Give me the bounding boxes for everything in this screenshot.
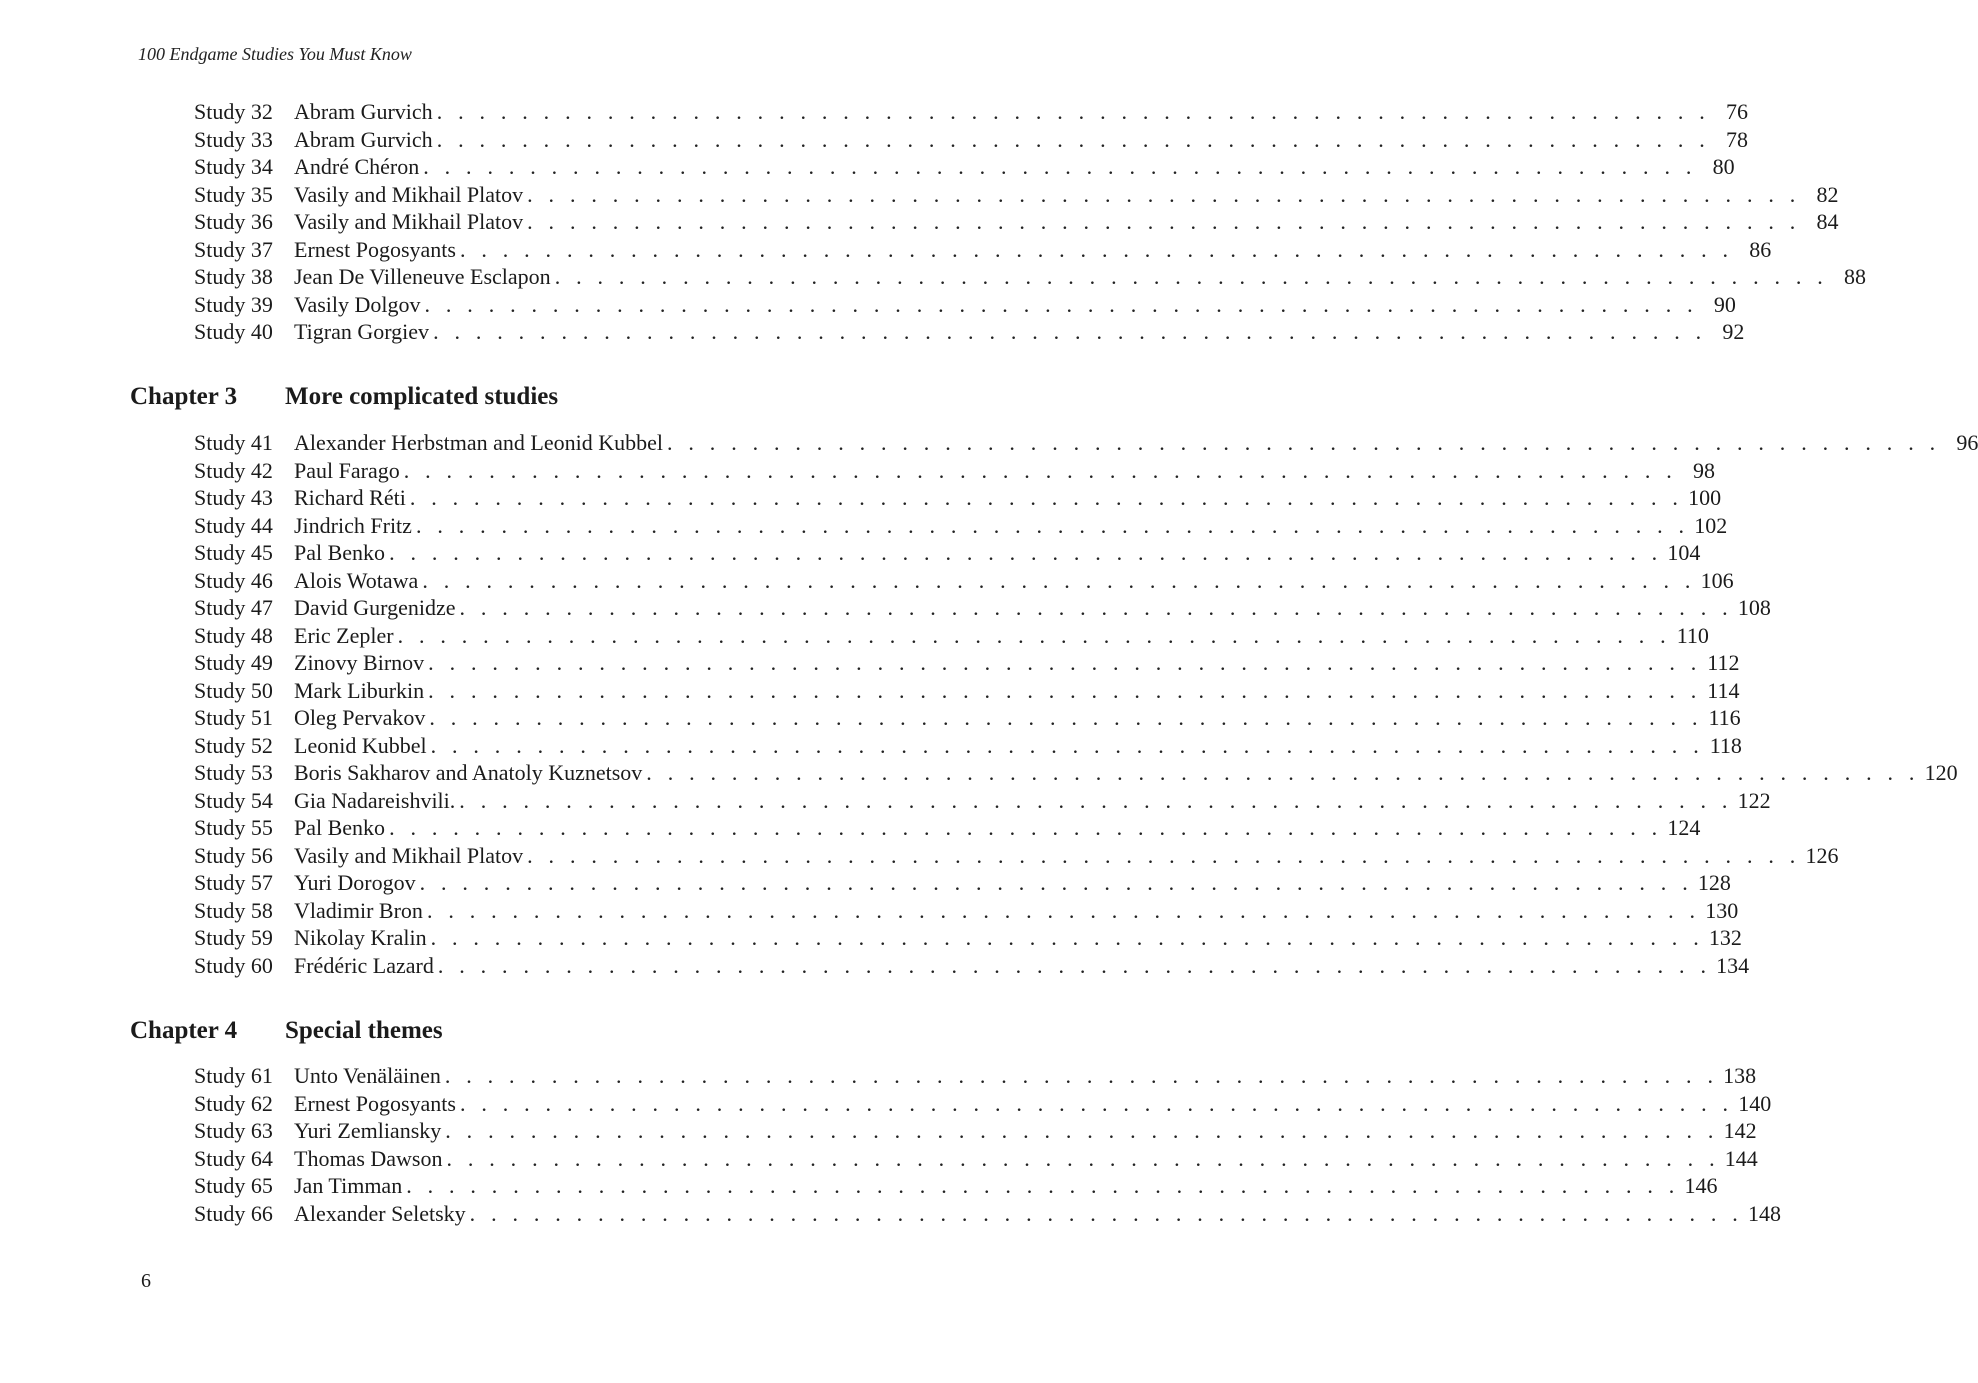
entry-body bbox=[294, 842, 1839, 870]
page-ref: 102 bbox=[1694, 512, 1728, 538]
entry-body bbox=[294, 539, 1701, 567]
page-number: 6 bbox=[141, 1270, 151, 1292]
study-author: Alexander Seletsky bbox=[294, 1200, 466, 1226]
toc-entry bbox=[0, 318, 1745, 346]
study-number: Study 46 bbox=[194, 567, 273, 593]
study-author: André Chéron bbox=[294, 154, 420, 179]
toc-entry bbox=[0, 787, 1771, 815]
page-ref: 78 bbox=[1726, 126, 1748, 152]
page-ref: 142 bbox=[1723, 1118, 1757, 1143]
toc-entry bbox=[0, 677, 1740, 705]
toc-entry bbox=[0, 181, 1839, 209]
toc-entry bbox=[0, 567, 1734, 595]
study-author: Jan Timman bbox=[294, 1173, 403, 1198]
chapter-title: Special themes bbox=[285, 1017, 443, 1044]
study-number: Study 53 bbox=[194, 760, 273, 785]
dot-leader: . . . . . . . . . . . . . . . . . . . . . . . . . . . . . . . . . . . . . . . . . . . . . . . . . . . . . . . . . . . . bbox=[437, 952, 1712, 978]
page-ref: 82 bbox=[1816, 181, 1839, 207]
entry-body bbox=[294, 98, 1748, 126]
study-number: Study 40 bbox=[194, 319, 273, 344]
dot-leader: . . . . . . . . . . . . . . . . . . . . . . . . . . . . . . . . . . . . . . . . . . . . . . . . . . . . . . . . . . . . bbox=[446, 1145, 1720, 1171]
entry-body bbox=[294, 457, 1716, 485]
study-number: Study 38 bbox=[194, 264, 273, 289]
entry-body bbox=[294, 649, 1740, 677]
study-number: Study 52 bbox=[194, 732, 273, 758]
dot-leader: . . . . . . . . . . . . . . . . . . . . . . . . . . . . . . . . . . . . . . . . . . . . . . . . . . . . . . . . . . . . bbox=[409, 485, 1684, 510]
toc-entry bbox=[0, 842, 1839, 870]
study-author: Ernest Pogosyants bbox=[294, 236, 456, 262]
toc-group-chapter-3 bbox=[0, 429, 1978, 979]
entry-body bbox=[294, 153, 1735, 181]
study-author: Thomas Dawson bbox=[294, 1145, 443, 1171]
dot-leader: . . . . . . . . . . . . . . . . . . . . . . . . . . . . . . . . . . . . . . . . . . . . . . . . . . . . . . . . . . . . bbox=[422, 567, 1696, 593]
study-number: Study 47 bbox=[194, 595, 273, 620]
page-ref: 124 bbox=[1667, 815, 1701, 840]
page-ref: 96 bbox=[1956, 430, 1978, 455]
chapter-number: Chapter 4 bbox=[130, 1017, 238, 1044]
toc-entry bbox=[0, 457, 1716, 485]
dot-leader: . . . . . . . . . . . . . . . . . . . . . . . . . . . . . . . . . . . . . . . . . . . . . . . . . . . . . . . . . . . . bbox=[646, 760, 1920, 785]
dot-leader: . . . . . . . . . . . . . . . . . . . . . . . . . . . . . . . . . . . . . . . . . . . . . . . . . . . . . . . . . . . . bbox=[527, 209, 1801, 234]
study-author: Vasily and Mikhail Platov bbox=[294, 181, 524, 207]
study-number: Study 41 bbox=[194, 430, 273, 455]
study-number: Study 65 bbox=[194, 1173, 273, 1198]
toc-entry bbox=[0, 291, 1736, 319]
study-number: Study 57 bbox=[194, 870, 273, 895]
study-number: Study 62 bbox=[194, 1090, 273, 1116]
entry-body bbox=[294, 1090, 1772, 1118]
toc-entry bbox=[0, 126, 1748, 154]
entry-body bbox=[294, 1062, 1757, 1090]
entry-body bbox=[294, 484, 1722, 512]
study-number: Study 37 bbox=[194, 236, 273, 262]
entry-body bbox=[294, 732, 1742, 760]
page-ref: 86 bbox=[1749, 236, 1772, 262]
page-ref: 106 bbox=[1700, 567, 1734, 593]
dot-leader: . . . . . . . . . . . . . . . . . . . . . . . . . . . . . . . . . . . . . . . . . . . . . . . . . . . . . . . . . . . . bbox=[397, 622, 1671, 648]
dot-leader: . . . . . . . . . . . . . . . . . . . . . . . . . . . . . . . . . . . . . . . . . . . . . . . . . . . . . . . . . . . . bbox=[428, 650, 1702, 675]
study-author: Leonid Kubbel bbox=[294, 732, 427, 758]
study-author: Vasily and Mikhail Platov bbox=[294, 842, 524, 868]
study-author: Paul Farago bbox=[294, 457, 400, 483]
page-ref: 118 bbox=[1709, 732, 1742, 758]
toc-entry bbox=[0, 1200, 1781, 1228]
toc-entry bbox=[0, 236, 1772, 264]
page-ref: 76 bbox=[1726, 99, 1748, 124]
study-author: Vasily and Mikhail Platov bbox=[294, 209, 524, 234]
chapter-number: Chapter 3 bbox=[130, 383, 238, 410]
toc-entry bbox=[0, 1172, 1718, 1200]
toc-entry bbox=[0, 594, 1771, 622]
page-ref: 84 bbox=[1816, 209, 1839, 234]
dot-leader: . . . . . . . . . . . . . . . . . . . . . . . . . . . . . . . . . . . . . . . . . . . . . . . . . . . . . . . . . . . . bbox=[406, 1173, 1680, 1198]
entry-body bbox=[294, 677, 1740, 705]
entry-body bbox=[294, 1145, 1758, 1173]
page-ref: 98 bbox=[1693, 457, 1716, 483]
entry-body bbox=[294, 126, 1748, 154]
dot-leader: . . . . . . . . . . . . . . . . . . . . . . . . . . . . . . . . . . . . . . . . . . . . . . . . . . . . . . . . . . . . bbox=[445, 1118, 1719, 1143]
page-ref: 146 bbox=[1684, 1173, 1718, 1198]
study-number: Study 59 bbox=[194, 925, 273, 950]
page-ref: 122 bbox=[1737, 787, 1771, 813]
dot-leader: . . . . . . . . . . . . . . . . . . . . . . . . . . . . . . . . . . . . . . . . . . . . . . . . . . . . . . . . . . . . bbox=[527, 181, 1801, 207]
study-author: Oleg Pervakov bbox=[294, 705, 426, 730]
study-author: Yuri Dorogov bbox=[294, 870, 416, 895]
page-ref: 130 bbox=[1705, 897, 1739, 923]
dot-leader: . . . . . . . . . . . . . . . . . . . . . . . . . . . . . . . . . . . . . . . . . . . . . . . . . . . . . . . . . . . . bbox=[433, 319, 1707, 344]
dot-leader: . . . . . . . . . . . . . . . . . . . . . . . . . . . . . . . . . . . . . . . . . . . . . . . . . . . . . . . . . . . . bbox=[667, 430, 1941, 455]
study-number: Study 44 bbox=[194, 512, 273, 538]
entry-body bbox=[294, 814, 1701, 842]
entry-body bbox=[294, 181, 1839, 209]
toc-group-chapter-2-continued bbox=[0, 98, 1866, 346]
toc-entry bbox=[0, 759, 1958, 787]
dot-leader: . . . . . . . . . . . . . . . . . . . . . . . . . . . . . . . . . . . . . . . . . . . . . . . . . . . . . . . . . . . . bbox=[426, 897, 1701, 923]
dot-leader: . . . . . . . . . . . . . . . . . . . . . . . . . . . . . . . . . . . . . . . . . . . . . . . . . . . . . . . . . . . . bbox=[444, 1063, 1719, 1088]
study-number: Study 56 bbox=[194, 842, 273, 868]
study-number: Study 50 bbox=[194, 677, 273, 703]
page-ref: 88 bbox=[1844, 264, 1866, 289]
toc-entry bbox=[0, 732, 1742, 760]
page-ref: 132 bbox=[1708, 925, 1742, 950]
study-number: Study 43 bbox=[194, 485, 273, 510]
study-author: Eric Zepler bbox=[294, 622, 394, 648]
toc-entry bbox=[0, 704, 1741, 732]
dot-leader: . . . . . . . . . . . . . . . . . . . . . . . . . . . . . . . . . . . . . . . . . . . . . . . . . . . . . . . . . . . . bbox=[554, 264, 1828, 289]
dot-leader: . . . . . . . . . . . . . . . . . . . . . . . . . . . . . . . . . . . . . . . . . . . . . . . . . . . . . . . . . . . . bbox=[459, 595, 1733, 620]
entry-body bbox=[294, 429, 1978, 457]
study-author: David Gurgenidze bbox=[294, 595, 456, 620]
study-number: Study 61 bbox=[194, 1063, 273, 1088]
dot-leader: . . . . . . . . . . . . . . . . . . . . . . . . . . . . . . . . . . . . . . . . . . . . . . . . . . . . . . . . . . . . bbox=[436, 99, 1710, 124]
dot-leader: . . . . . . . . . . . . . . . . . . . . . . . . . . . . . . . . . . . . . . . . . . . . . . . . . . . . . . . . . . . . bbox=[423, 154, 1697, 179]
study-number: Study 36 bbox=[194, 209, 273, 234]
toc-entry bbox=[0, 539, 1701, 567]
page-ref: 134 bbox=[1716, 952, 1750, 978]
page-ref: 110 bbox=[1676, 622, 1709, 648]
study-author: Gia Nadareishvili. bbox=[294, 787, 456, 813]
study-author: Vasily Dolgov bbox=[294, 291, 421, 317]
dot-leader: . . . . . . . . . . . . . . . . . . . . . . . . . . . . . . . . . . . . . . . . . . . . . . . . . . . . . . . . . . . . bbox=[459, 1090, 1734, 1116]
toc-entry bbox=[0, 897, 1739, 925]
study-number: Study 35 bbox=[194, 181, 273, 207]
study-author: Pal Benko bbox=[294, 540, 386, 565]
study-number: Study 42 bbox=[194, 457, 273, 483]
toc-entry bbox=[0, 98, 1748, 126]
entry-body bbox=[294, 759, 1958, 787]
entry-body bbox=[294, 318, 1745, 346]
entry-body bbox=[294, 512, 1728, 540]
page-ref: 144 bbox=[1724, 1145, 1758, 1171]
entry-body bbox=[294, 1117, 1757, 1145]
dot-leader: . . . . . . . . . . . . . . . . . . . . . . . . . . . . . . . . . . . . . . . . . . . . . . . . . . . . . . . . . . . . bbox=[527, 842, 1801, 868]
study-author: Alois Wotawa bbox=[294, 567, 419, 593]
entry-body bbox=[294, 1200, 1781, 1228]
page-ref: 138 bbox=[1723, 1063, 1757, 1088]
page-ref: 112 bbox=[1707, 650, 1740, 675]
entry-body bbox=[294, 897, 1739, 925]
page-ref: 90 bbox=[1713, 291, 1736, 317]
entry-body bbox=[294, 263, 1866, 291]
study-number: Study 58 bbox=[194, 897, 273, 923]
study-number: Study 49 bbox=[194, 650, 273, 675]
toc-entry bbox=[0, 512, 1728, 540]
study-author: Pal Benko bbox=[294, 815, 386, 840]
study-author: Mark Liburkin bbox=[294, 677, 425, 703]
chapter-title: More complicated studies bbox=[285, 383, 559, 410]
page-ref: 100 bbox=[1688, 485, 1722, 510]
entry-body bbox=[294, 704, 1741, 732]
study-number: Study 45 bbox=[194, 540, 273, 565]
dot-leader: . . . . . . . . . . . . . . . . . . . . . . . . . . . . . . . . . . . . . . . . . . . . . . . . . . . . . . . . . . . . bbox=[429, 705, 1703, 730]
toc-entry bbox=[0, 484, 1722, 512]
dot-leader: . . . . . . . . . . . . . . . . . . . . . . . . . . . . . . . . . . . . . . . . . . . . . . . . . . . . . . . . . . . . bbox=[428, 677, 1702, 703]
study-number: Study 66 bbox=[194, 1200, 273, 1226]
toc-entry bbox=[0, 622, 1709, 650]
page-ref: 80 bbox=[1712, 154, 1735, 179]
page-ref: 104 bbox=[1667, 540, 1701, 565]
study-author: Tigran Gorgiev bbox=[294, 319, 430, 344]
study-author: Richard Réti bbox=[294, 485, 406, 510]
page-ref: 126 bbox=[1805, 842, 1839, 868]
study-author: Ernest Pogosyants bbox=[294, 1090, 456, 1116]
study-number: Study 60 bbox=[194, 952, 273, 978]
study-author: Alexander Herbstman and Leonid Kubbel bbox=[294, 430, 663, 455]
dot-leader: . . . . . . . . . . . . . . . . . . . . . . . . . . . . . . . . . . . . . . . . . . . . . . . . . . . . . . . . . . . . bbox=[403, 457, 1678, 483]
study-author: Jindrich Fritz bbox=[294, 512, 412, 538]
study-number: Study 48 bbox=[194, 622, 273, 648]
dot-leader: . . . . . . . . . . . . . . . . . . . . . . . . . . . . . . . . . . . . . . . . . . . . . . . . . . . . . . . . . . . . bbox=[415, 512, 1690, 538]
entry-body bbox=[294, 622, 1709, 650]
study-author: Zinovy Birnov bbox=[294, 650, 425, 675]
study-number: Study 51 bbox=[194, 705, 273, 730]
study-author: Frédéric Lazard bbox=[294, 952, 434, 978]
page-ref: 114 bbox=[1707, 677, 1740, 703]
study-number: Study 32 bbox=[194, 99, 273, 124]
dot-leader: . . . . . . . . . . . . . . . . . . . . . . . . . . . . . . . . . . . . . . . . . . . . . . . . . . . . . . . . . . . . bbox=[469, 1200, 1743, 1226]
dot-leader: . . . . . . . . . . . . . . . . . . . . . . . . . . . . . . . . . . . . . . . . . . . . . . . . . . . . . . . . . . . . bbox=[419, 870, 1693, 895]
running-head: 100 Endgame Studies You Must Know bbox=[138, 44, 412, 64]
toc-entry bbox=[0, 263, 1866, 291]
study-author: Unto Venäläinen bbox=[294, 1063, 441, 1088]
entry-body bbox=[294, 924, 1742, 952]
toc-entry bbox=[0, 153, 1735, 181]
dot-leader: . . . . . . . . . . . . . . . . . . . . . . . . . . . . . . . . . . . . . . . . . . . . . . . . . . . . . . . . . . . . bbox=[389, 815, 1663, 840]
page-ref: 148 bbox=[1747, 1200, 1781, 1226]
page-ref: 116 bbox=[1708, 705, 1741, 730]
entry-body bbox=[294, 291, 1736, 319]
toc-entry bbox=[0, 649, 1740, 677]
study-number: Study 33 bbox=[194, 126, 273, 152]
toc-entry bbox=[0, 429, 1978, 457]
entry-body bbox=[294, 787, 1771, 815]
study-author: Jean De Villeneuve Esclapon bbox=[294, 264, 551, 289]
page-ref: 92 bbox=[1722, 319, 1745, 344]
study-number: Study 34 bbox=[194, 154, 273, 179]
study-author: Boris Sakharov and Anatoly Kuznetsov bbox=[294, 760, 643, 785]
study-number: Study 39 bbox=[194, 291, 273, 317]
page-ref: 128 bbox=[1697, 870, 1731, 895]
toc-entry bbox=[0, 1090, 1772, 1118]
toc-entry bbox=[0, 1145, 1758, 1173]
entry-body bbox=[294, 594, 1771, 622]
toc-entry bbox=[0, 1117, 1757, 1145]
dot-leader: . . . . . . . . . . . . . . . . . . . . . . . . . . . . . . . . . . . . . . . . . . . . . . . . . . . . . . . . . . . . bbox=[430, 732, 1704, 758]
page-ref: 120 bbox=[1924, 760, 1958, 785]
toc-entry bbox=[0, 924, 1742, 952]
dot-leader: . . . . . . . . . . . . . . . . . . . . . . . . . . . . . . . . . . . . . . . . . . . . . . . . . . . . . . . . . . . . bbox=[459, 236, 1734, 262]
toc-group-chapter-4 bbox=[0, 1062, 1781, 1227]
entry-body bbox=[294, 236, 1772, 264]
study-number: Study 54 bbox=[194, 787, 273, 813]
dot-leader: . . . . . . . . . . . . . . . . . . . . . . . . . . . . . . . . . . . . . . . . . . . . . . . . . . . . . . . . . . . . bbox=[459, 787, 1733, 813]
dot-leader: . . . . . . . . . . . . . . . . . . . . . . . . . . . . . . . . . . . . . . . . . . . . . . . . . . . . . . . . . . . . bbox=[424, 291, 1698, 317]
toc-entry bbox=[0, 952, 1750, 980]
entry-body bbox=[294, 1172, 1718, 1200]
toc-entry bbox=[0, 869, 1731, 897]
study-author: Nikolay Kralin bbox=[294, 925, 427, 950]
page-ref: 140 bbox=[1738, 1090, 1772, 1116]
entry-body bbox=[294, 869, 1731, 897]
toc-entry bbox=[0, 814, 1701, 842]
toc-entry bbox=[0, 208, 1839, 236]
entry-body bbox=[294, 567, 1734, 595]
study-number: Study 63 bbox=[194, 1118, 273, 1143]
entry-body bbox=[294, 952, 1750, 980]
study-number: Study 64 bbox=[194, 1145, 273, 1171]
study-author: Vladimir Bron bbox=[294, 897, 423, 923]
study-author: Abram Gurvich bbox=[294, 126, 433, 152]
toc-entry bbox=[0, 1062, 1757, 1090]
entry-body bbox=[294, 208, 1839, 236]
dot-leader: . . . . . . . . . . . . . . . . . . . . . . . . . . . . . . . . . . . . . . . . . . . . . . . . . . . . . . . . . . . . bbox=[436, 126, 1710, 152]
study-number: Study 55 bbox=[194, 815, 273, 840]
study-author: Abram Gurvich bbox=[294, 99, 433, 124]
dot-leader: . . . . . . . . . . . . . . . . . . . . . . . . . . . . . . . . . . . . . . . . . . . . . . . . . . . . . . . . . . . . bbox=[430, 925, 1704, 950]
dot-leader: . . . . . . . . . . . . . . . . . . . . . . . . . . . . . . . . . . . . . . . . . . . . . . . . . . . . . . . . . . . . bbox=[389, 540, 1663, 565]
page-ref: 108 bbox=[1737, 595, 1771, 620]
study-author: Yuri Zemliansky bbox=[294, 1118, 442, 1143]
